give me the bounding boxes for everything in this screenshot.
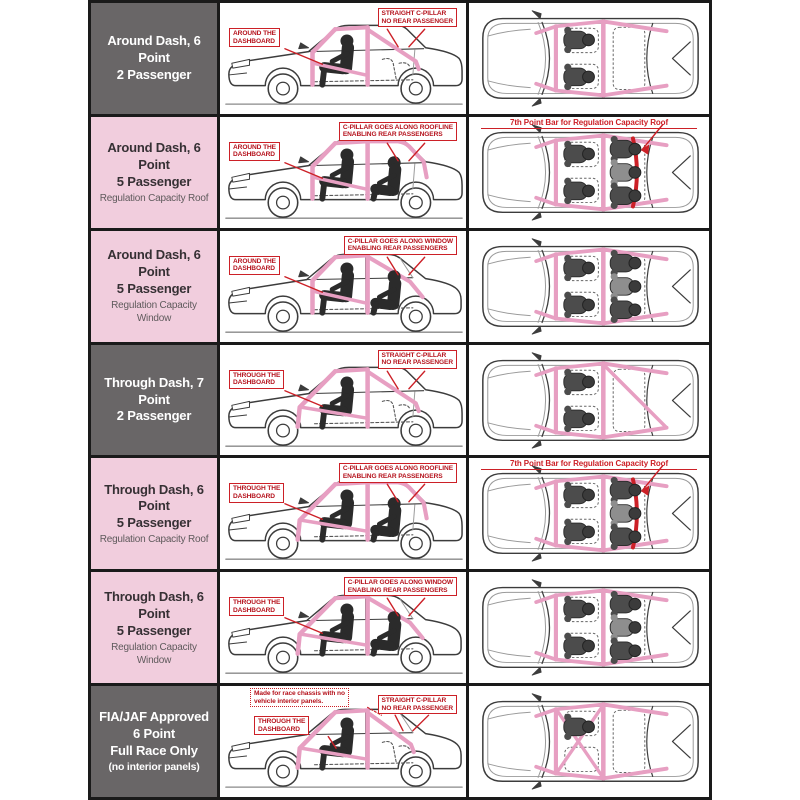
car-drawing-svg — [469, 231, 709, 342]
config-title-line: Around Dash, 6 Point — [107, 33, 201, 65]
car-top-view — [469, 458, 709, 569]
car-drawing-svg — [469, 572, 709, 683]
table-row — [91, 686, 709, 797]
callout-text: C-PILLAR GOES ALONG ROOFLINE — [342, 123, 453, 131]
callout-text: AROUND THE — [233, 257, 276, 265]
callout-dashboard — [229, 256, 280, 275]
top-view-cell — [469, 345, 709, 456]
car-top-view — [469, 3, 709, 114]
config-title-line: 5 Passenger — [116, 173, 192, 189]
callout-dashboard — [229, 483, 284, 502]
config-title-line: 2 Passenger — [116, 66, 192, 82]
config-title-line: 5 Passenger — [116, 622, 192, 638]
config-title-line: Through Dash, 7 Point — [104, 374, 204, 407]
car-drawing-svg — [469, 686, 709, 797]
table-row — [91, 345, 709, 456]
callout-text: NO REAR PASSENGER — [381, 17, 453, 25]
seventh-point-note: 7th Point Bar for Regulation Capacity Roof — [481, 459, 697, 470]
config-title-line: 6 Point — [133, 725, 175, 741]
car-top-view — [469, 345, 709, 456]
side-view-cell — [220, 231, 466, 342]
callout-text: THROUGH THE — [233, 485, 281, 493]
config-label — [91, 458, 217, 569]
race-chassis-note — [250, 688, 349, 707]
top-view-cell — [469, 3, 709, 114]
callout-dashboard — [229, 142, 280, 161]
callout-text: THROUGH THE — [233, 599, 281, 607]
callout-text: STRAIGHT C-PILLAR — [381, 697, 447, 705]
table-row — [91, 458, 709, 569]
config-subtitle-line: Regulation Capacity Roof — [99, 534, 209, 546]
callout-cpillar — [339, 122, 457, 141]
note-text: Made for race chassis with no — [254, 690, 345, 698]
callout-text: STRAIGHT C-PILLAR — [381, 351, 447, 359]
callout-text: THROUGH THE — [258, 718, 306, 726]
callout-cpillar — [378, 350, 457, 369]
config-title-line: Through Dash, 6 Point — [104, 481, 204, 514]
config-label — [91, 3, 217, 114]
top-view-cell — [469, 117, 709, 228]
config-title-line: FIA/JAF Approved — [99, 708, 209, 724]
top-view-cell — [469, 458, 709, 569]
callout-cpillar — [339, 463, 457, 482]
config-title-line: Full Race Only — [110, 742, 198, 758]
rollcage-configuration-chart — [88, 0, 712, 800]
callout-text: DASHBOARD — [233, 151, 275, 159]
callout-text: DASHBOARD — [233, 37, 275, 45]
callout-text: DASHBOARD — [233, 493, 275, 500]
callout-text: STRAIGHT C-PILLAR — [381, 10, 447, 17]
side-view-cell — [220, 572, 466, 683]
callout-text: NO REAR PASSENGER — [381, 359, 453, 367]
callout-text: C-PILLAR GOES ALONG WINDOW — [347, 579, 453, 587]
car-drawing-svg — [469, 3, 709, 114]
config-label — [91, 345, 217, 456]
callout-cpillar — [378, 695, 457, 714]
car-top-view — [469, 686, 709, 797]
callout-text: DASHBOARD — [233, 265, 275, 273]
table-row — [91, 3, 709, 114]
car-top-view — [469, 231, 709, 342]
side-view-cell — [220, 686, 466, 797]
car-drawing-svg — [469, 458, 709, 569]
top-view-cell — [469, 686, 709, 797]
config-label — [91, 117, 217, 228]
config-title-line: Through Dash, 6 Point — [104, 588, 204, 621]
callout-text: DASHBOARD — [233, 606, 275, 614]
config-subtitle-line: Regulation Capacity Window — [111, 641, 197, 666]
side-view-cell — [220, 117, 466, 228]
callout-text: C-PILLAR GOES ALONG ROOFLINE — [342, 465, 453, 473]
config-label — [91, 231, 217, 342]
config-label — [91, 572, 217, 683]
callout-text: DASHBOARD — [258, 725, 300, 733]
config-title-line: 5 Passenger — [116, 515, 192, 531]
callout-text: DASHBOARD — [233, 379, 275, 387]
callout-text: C-PILLAR GOES ALONG WINDOW — [347, 237, 453, 245]
config-label — [91, 686, 217, 797]
callout-cpillar — [378, 8, 457, 27]
table-row — [91, 231, 709, 342]
callout-text: ENABLING REAR PASSENGERS — [347, 245, 448, 253]
callout-text: ENABLING REAR PASSENGERS — [342, 473, 443, 480]
callout-dashboard — [229, 370, 284, 389]
config-subtitle-line: Regulation Capacity Roof — [99, 192, 209, 204]
top-view-cell — [469, 572, 709, 683]
seventh-point-note: 7th Point Bar for Regulation Capacity Roof — [481, 118, 697, 129]
callout-cpillar — [344, 236, 457, 255]
config-title-line: Around Dash, 6 Point — [107, 247, 201, 280]
callout-dashboard — [229, 28, 280, 47]
callout-cpillar — [344, 577, 457, 596]
side-view-cell — [220, 458, 466, 569]
callout-text: AROUND THE — [233, 30, 276, 37]
config-title-line: 2 Passenger — [116, 408, 192, 424]
callout-dashboard — [254, 716, 309, 735]
callout-text: AROUND THE — [233, 143, 276, 151]
config-subtitle-line: (no interior panels) — [108, 760, 200, 773]
table-row — [91, 572, 709, 683]
side-view-cell — [220, 3, 466, 114]
callout-dashboard — [229, 597, 284, 616]
car-drawing-svg — [469, 117, 709, 228]
callout-text: NO REAR PASSENGER — [381, 704, 453, 712]
table-row — [91, 117, 709, 228]
note-text: vehicle interior panels. — [254, 697, 324, 705]
callout-text: THROUGH THE — [233, 371, 281, 379]
car-drawing-svg — [469, 345, 709, 456]
top-view-cell — [469, 231, 709, 342]
callout-text: ENABLING REAR PASSENGERS — [342, 131, 443, 139]
config-title-line: Around Dash, 6 Point — [107, 139, 201, 172]
config-subtitle-line: Regulation Capacity Window — [111, 299, 197, 324]
config-title-line: 5 Passenger — [116, 281, 192, 297]
side-view-cell — [220, 345, 466, 456]
callout-text: ENABLING REAR PASSENGERS — [347, 586, 448, 594]
car-top-view — [469, 572, 709, 683]
car-top-view — [469, 117, 709, 228]
